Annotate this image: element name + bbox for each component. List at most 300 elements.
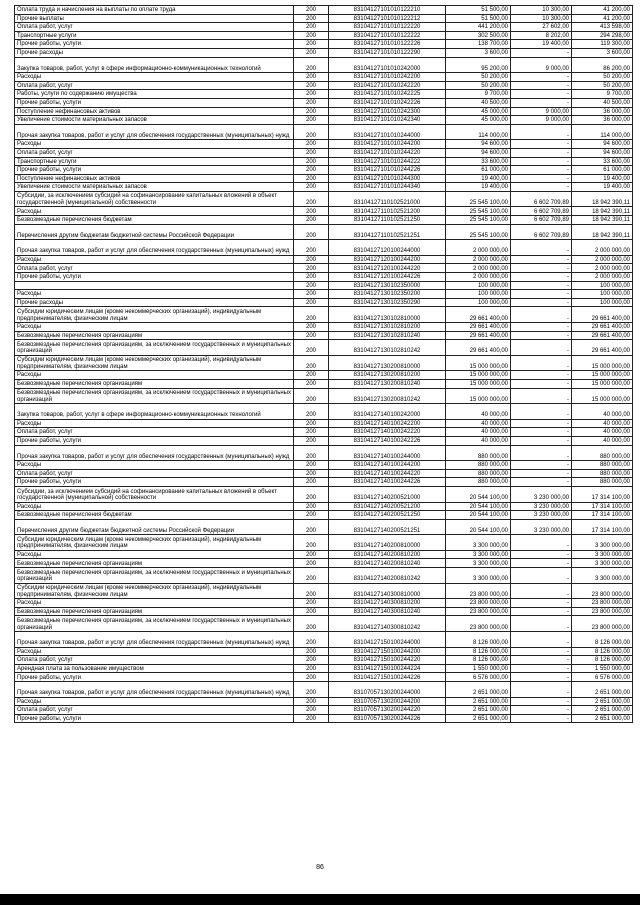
row-code-cell: 200 — [294, 124, 329, 140]
row-code-cell: 200 — [294, 519, 329, 535]
row-unexecuted-amount-cell: 15 000 000,00 — [572, 371, 633, 380]
row-approved-amount-cell: 3 300 000,00 — [446, 559, 511, 568]
row-name-cell: Увеличение стоимости материальных запасов — [15, 116, 294, 125]
table-row — [15, 340, 633, 356]
table-row — [15, 281, 633, 290]
row-executed-amount-cell: - — [511, 469, 572, 478]
row-unexecuted-amount-cell: 40 000,00 — [572, 404, 633, 420]
row-classification-code-cell: 83104127140100244000 — [329, 445, 446, 461]
row-executed-amount-cell: - — [511, 240, 572, 256]
row-approved-amount-cell: 9 700,00 — [446, 90, 511, 99]
row-name-cell: Безвозмездные перечисления организациям, за исключением государственных и муниципальных организаций — [15, 568, 294, 584]
row-name-cell: Транспортные услуги — [15, 157, 294, 166]
table-row — [15, 673, 633, 682]
row-unexecuted-amount-cell: 100 000,00 — [572, 281, 633, 290]
row-unexecuted-amount-cell: 19 400,00 — [572, 174, 633, 183]
row-classification-code-cell: 83104127101010122220 — [329, 23, 446, 32]
row-code-cell: 200 — [294, 148, 329, 157]
table-row — [15, 57, 633, 73]
row-code-cell: 200 — [294, 98, 329, 107]
row-executed-amount-cell: 9 000,00 — [511, 116, 572, 125]
row-classification-code-cell: 83104127140200810200 — [329, 550, 446, 559]
row-classification-code-cell: 83104127101010122212 — [329, 14, 446, 23]
table-row — [15, 40, 633, 49]
row-approved-amount-cell: 23 800 000,00 — [446, 607, 511, 616]
row-name-cell: Транспортные услуги — [15, 31, 294, 40]
row-executed-amount-cell: - — [511, 647, 572, 656]
row-unexecuted-amount-cell: 18 942 390,11 — [572, 207, 633, 216]
table-row — [15, 331, 633, 340]
table-row — [15, 714, 633, 723]
row-code-cell: 200 — [294, 697, 329, 706]
table-row — [15, 183, 633, 192]
row-code-cell: 200 — [294, 404, 329, 420]
row-name-cell: Оплата труда и начисления на выплаты по оплате труда — [15, 6, 294, 15]
table-row — [15, 6, 633, 15]
row-unexecuted-amount-cell: 40 000,00 — [572, 419, 633, 428]
row-unexecuted-amount-cell: 41 200,00 — [572, 6, 633, 15]
row-name-cell: Оплата работ, услуг — [15, 23, 294, 32]
row-classification-code-cell: 83104127150100244226 — [329, 673, 446, 682]
table-row — [15, 48, 633, 57]
row-executed-amount-cell: - — [511, 404, 572, 420]
table-row — [15, 502, 633, 511]
row-unexecuted-amount-cell: 3 300 000,00 — [572, 568, 633, 584]
row-unexecuted-amount-cell: 41 200,00 — [572, 14, 633, 23]
row-executed-amount-cell: 10 300,00 — [511, 6, 572, 15]
row-code-cell: 200 — [294, 388, 329, 404]
row-name-cell: Увеличение стоимости материальных запасов — [15, 183, 294, 192]
row-classification-code-cell: 83104127130102350000 — [329, 281, 446, 290]
row-classification-code-cell: 83104127110102521250 — [329, 216, 446, 225]
row-name-cell: Безвозмездные перечисления организациям, за исключением государственных и муниципальных организаций — [15, 616, 294, 632]
row-code-cell: 200 — [294, 436, 329, 445]
row-unexecuted-amount-cell: 294 298,00 — [572, 31, 633, 40]
row-executed-amount-cell: - — [511, 307, 572, 323]
row-classification-code-cell: 83104127101010242226 — [329, 98, 446, 107]
row-executed-amount-cell: - — [511, 379, 572, 388]
row-name-cell: Расходы — [15, 323, 294, 332]
row-unexecuted-amount-cell: 23 800 000,00 — [572, 599, 633, 608]
row-approved-amount-cell: 8 126 000,00 — [446, 632, 511, 648]
row-name-cell: Поступление нефинансовых активов — [15, 107, 294, 116]
table-row — [15, 428, 633, 437]
row-classification-code-cell: 83104127101010242200 — [329, 73, 446, 82]
row-classification-code-cell: 83104127140300810200 — [329, 599, 446, 608]
row-approved-amount-cell: 23 800 000,00 — [446, 599, 511, 608]
row-approved-amount-cell: 20 544 100,00 — [446, 511, 511, 520]
row-name-cell: Расходы — [15, 255, 294, 264]
row-name-cell: Расходы — [15, 73, 294, 82]
row-classification-code-cell: 83104127101010244000 — [329, 124, 446, 140]
row-approved-amount-cell: 1 550 000,00 — [446, 664, 511, 673]
row-unexecuted-amount-cell: 36 000,00 — [572, 107, 633, 116]
row-approved-amount-cell: 15 000 000,00 — [446, 371, 511, 380]
row-classification-code-cell: 83104127140100242000 — [329, 404, 446, 420]
table-row — [15, 90, 633, 99]
row-unexecuted-amount-cell: 100 000,00 — [572, 298, 633, 307]
row-classification-code-cell: 83104127130200810000 — [329, 355, 446, 371]
row-executed-amount-cell: - — [511, 682, 572, 698]
row-classification-code-cell: 83104127130200810200 — [329, 371, 446, 380]
row-approved-amount-cell: 29 661 400,00 — [446, 331, 511, 340]
row-unexecuted-amount-cell: 2 000 000,00 — [572, 255, 633, 264]
row-classification-code-cell: 83104127130102810240 — [329, 331, 446, 340]
row-executed-amount-cell: - — [511, 264, 572, 273]
row-name-cell: Субсидии, за исключением субсидий на софинансирование капитальных вложений в объект государственной (муниципальной) собственности — [15, 191, 294, 207]
budget-table-body — [15, 6, 633, 723]
row-executed-amount-cell: - — [511, 98, 572, 107]
table-row — [15, 216, 633, 225]
row-approved-amount-cell: 3 600,00 — [446, 48, 511, 57]
row-unexecuted-amount-cell: 2 651 000,00 — [572, 697, 633, 706]
row-executed-amount-cell: - — [511, 298, 572, 307]
row-unexecuted-amount-cell: 17 314 100,00 — [572, 502, 633, 511]
row-classification-code-cell: 83107057130200244226 — [329, 714, 446, 723]
row-executed-amount-cell: - — [511, 371, 572, 380]
row-code-cell: 200 — [294, 31, 329, 40]
row-code-cell: 200 — [294, 281, 329, 290]
row-executed-amount-cell: - — [511, 428, 572, 437]
row-classification-code-cell: 83104127101010122210 — [329, 6, 446, 15]
row-name-cell: Перечисления другим бюджетам бюджетной системы Российской Федерации — [15, 519, 294, 535]
row-classification-code-cell: 83104127140300810240 — [329, 607, 446, 616]
row-name-cell: Расходы — [15, 207, 294, 216]
row-unexecuted-amount-cell: 9 700,00 — [572, 90, 633, 99]
row-approved-amount-cell: 19 400,00 — [446, 183, 511, 192]
row-classification-code-cell: 83104127140200810000 — [329, 535, 446, 551]
row-classification-code-cell: 83104127130200810242 — [329, 388, 446, 404]
row-classification-code-cell: 83104127120100244226 — [329, 273, 446, 282]
row-code-cell: 200 — [294, 371, 329, 380]
row-unexecuted-amount-cell: 94 600,00 — [572, 140, 633, 149]
table-row — [15, 469, 633, 478]
table-row — [15, 264, 633, 273]
row-classification-code-cell: 83104127140200521000 — [329, 486, 446, 502]
row-approved-amount-cell: 6 576 000,00 — [446, 673, 511, 682]
row-code-cell: 200 — [294, 183, 329, 192]
table-row — [15, 656, 633, 665]
row-approved-amount-cell: 29 661 400,00 — [446, 340, 511, 356]
row-executed-amount-cell: 3 230 000,00 — [511, 511, 572, 520]
row-approved-amount-cell: 50 200,00 — [446, 81, 511, 90]
table-row — [15, 486, 633, 502]
row-executed-amount-cell: - — [511, 166, 572, 175]
table-row — [15, 307, 633, 323]
row-name-cell: Безвозмездные перечисления организациям, за исключением государственных и муниципальных организаций — [15, 388, 294, 404]
row-name-cell: Расходы — [15, 461, 294, 470]
row-approved-amount-cell: 8 126 000,00 — [446, 656, 511, 665]
row-approved-amount-cell: 20 544 100,00 — [446, 502, 511, 511]
row-unexecuted-amount-cell: 50 200,00 — [572, 81, 633, 90]
table-row — [15, 599, 633, 608]
row-executed-amount-cell: - — [511, 48, 572, 57]
row-classification-code-cell: 83104127120100244000 — [329, 240, 446, 256]
row-executed-amount-cell: - — [511, 331, 572, 340]
row-approved-amount-cell: 20 544 100,00 — [446, 519, 511, 535]
row-executed-amount-cell: - — [511, 461, 572, 470]
row-unexecuted-amount-cell: 23 800 000,00 — [572, 616, 633, 632]
table-row — [15, 116, 633, 125]
row-code-cell: 200 — [294, 511, 329, 520]
table-row — [15, 148, 633, 157]
row-executed-amount-cell: - — [511, 290, 572, 299]
row-code-cell: 200 — [294, 340, 329, 356]
table-row — [15, 298, 633, 307]
table-row — [15, 140, 633, 149]
row-approved-amount-cell: 3 300 000,00 — [446, 535, 511, 551]
row-code-cell: 200 — [294, 298, 329, 307]
row-code-cell: 200 — [294, 647, 329, 656]
row-executed-amount-cell: - — [511, 714, 572, 723]
row-classification-code-cell: 83104127140300810242 — [329, 616, 446, 632]
row-approved-amount-cell: 138 700,00 — [446, 40, 511, 49]
row-approved-amount-cell: 100 000,00 — [446, 281, 511, 290]
row-approved-amount-cell: 441 200,00 — [446, 23, 511, 32]
row-approved-amount-cell: 2 651 000,00 — [446, 682, 511, 698]
table-row — [15, 607, 633, 616]
row-executed-amount-cell: - — [511, 599, 572, 608]
table-row — [15, 559, 633, 568]
row-approved-amount-cell: 3 300 000,00 — [446, 568, 511, 584]
row-classification-code-cell: 83104127101010122222 — [329, 31, 446, 40]
row-name-cell: Расходы — [15, 502, 294, 511]
row-executed-amount-cell: 19 400,00 — [511, 40, 572, 49]
row-code-cell: 200 — [294, 379, 329, 388]
row-unexecuted-amount-cell: 8 126 000,00 — [572, 647, 633, 656]
row-code-cell: 200 — [294, 73, 329, 82]
row-unexecuted-amount-cell: 3 300 000,00 — [572, 550, 633, 559]
row-classification-code-cell: 83107057130200244220 — [329, 706, 446, 715]
row-approved-amount-cell: 100 000,00 — [446, 290, 511, 299]
row-name-cell: Закупка товаров, работ, услуг в сфере информационно-коммуникационных технологий — [15, 404, 294, 420]
row-approved-amount-cell: 880 000,00 — [446, 478, 511, 487]
row-code-cell: 200 — [294, 607, 329, 616]
table-row — [15, 191, 633, 207]
row-approved-amount-cell: 51 500,00 — [446, 14, 511, 23]
table-row — [15, 388, 633, 404]
row-executed-amount-cell: - — [511, 140, 572, 149]
table-row — [15, 371, 633, 380]
row-name-cell: Арендная плата за пользование имуществом — [15, 664, 294, 673]
row-name-cell: Оплата работ, услуг — [15, 264, 294, 273]
row-code-cell: 200 — [294, 535, 329, 551]
row-name-cell: Работы, услуги по содержанию имущества — [15, 90, 294, 99]
table-row — [15, 379, 633, 388]
row-unexecuted-amount-cell: 100 000,00 — [572, 290, 633, 299]
table-row — [15, 157, 633, 166]
row-executed-amount-cell: - — [511, 419, 572, 428]
row-code-cell: 200 — [294, 57, 329, 73]
row-unexecuted-amount-cell: 50 200,00 — [572, 73, 633, 82]
budget-execution-table — [14, 5, 633, 723]
row-unexecuted-amount-cell: 880 000,00 — [572, 478, 633, 487]
row-code-cell: 200 — [294, 486, 329, 502]
row-executed-amount-cell: - — [511, 124, 572, 140]
row-name-cell: Прочие работы, услуги — [15, 273, 294, 282]
row-classification-code-cell: 83104127140200521251 — [329, 519, 446, 535]
row-approved-amount-cell: 94 600,00 — [446, 140, 511, 149]
row-code-cell: 200 — [294, 273, 329, 282]
row-classification-code-cell: 83104127140100244200 — [329, 461, 446, 470]
table-row — [15, 107, 633, 116]
row-name-cell: Прочие работы, услуги — [15, 478, 294, 487]
table-row — [15, 255, 633, 264]
row-approved-amount-cell: 29 661 400,00 — [446, 323, 511, 332]
row-executed-amount-cell: - — [511, 616, 572, 632]
row-approved-amount-cell: 8 126 000,00 — [446, 647, 511, 656]
row-classification-code-cell: 83104127130200810240 — [329, 379, 446, 388]
row-executed-amount-cell: 3 230 000,00 — [511, 519, 572, 535]
row-code-cell: 200 — [294, 307, 329, 323]
row-approved-amount-cell: 45 000,00 — [446, 107, 511, 116]
table-row — [15, 290, 633, 299]
table-row — [15, 404, 633, 420]
row-name-cell: Безвозмездные перечисления организациям — [15, 607, 294, 616]
row-name-cell: Безвозмездные перечисления бюджетам — [15, 511, 294, 520]
table-row — [15, 478, 633, 487]
row-executed-amount-cell: 6 602 709,89 — [511, 224, 572, 240]
row-classification-code-cell: 83104127120100244220 — [329, 264, 446, 273]
row-unexecuted-amount-cell: 94 600,00 — [572, 148, 633, 157]
row-approved-amount-cell: 19 400,00 — [446, 174, 511, 183]
row-classification-code-cell: 83104127150100244000 — [329, 632, 446, 648]
row-approved-amount-cell: 51 500,00 — [446, 6, 511, 15]
row-approved-amount-cell: 25 545 100,00 — [446, 224, 511, 240]
row-approved-amount-cell: 2 651 000,00 — [446, 706, 511, 715]
row-name-cell: Оплата работ, услуг — [15, 428, 294, 437]
row-name-cell: Прочие расходы — [15, 48, 294, 57]
row-classification-code-cell: 83104127101010244222 — [329, 157, 446, 166]
table-row — [15, 355, 633, 371]
row-classification-code-cell: 83104127140100242200 — [329, 419, 446, 428]
row-classification-code-cell: 83107057130200244200 — [329, 697, 446, 706]
row-unexecuted-amount-cell: 17 314 100,00 — [572, 486, 633, 502]
row-executed-amount-cell: - — [511, 607, 572, 616]
row-unexecuted-amount-cell: 18 942 390,11 — [572, 216, 633, 225]
row-executed-amount-cell: - — [511, 81, 572, 90]
row-unexecuted-amount-cell: 86 200,00 — [572, 57, 633, 73]
row-classification-code-cell: 83104127140300810000 — [329, 583, 446, 599]
row-code-cell: 200 — [294, 682, 329, 698]
table-row — [15, 419, 633, 428]
row-name-cell: Субсидии юридическим лицам (кроме некоммерческих организаций), индивидуальным предпринимателям, физическим лицам — [15, 583, 294, 599]
row-executed-amount-cell: - — [511, 535, 572, 551]
row-name-cell: Оплата работ, услуг — [15, 706, 294, 715]
row-name-cell: Субсидии, за исключением субсидий на софинансирование капитальных вложений в объект государственной (муниципальной) собственности — [15, 486, 294, 502]
row-name-cell: Безвозмездные перечисления организациям, за исключением государственных и муниципальных организаций — [15, 340, 294, 356]
row-code-cell: 200 — [294, 469, 329, 478]
row-unexecuted-amount-cell: 880 000,00 — [572, 469, 633, 478]
row-unexecuted-amount-cell: 29 661 400,00 — [572, 307, 633, 323]
row-unexecuted-amount-cell: 15 000 000,00 — [572, 388, 633, 404]
table-row — [15, 535, 633, 551]
row-name-cell: Оплата работ, услуг — [15, 656, 294, 665]
row-classification-code-cell: 83104127140100242220 — [329, 428, 446, 437]
row-code-cell: 200 — [294, 107, 329, 116]
row-classification-code-cell: 83104127140200521250 — [329, 511, 446, 520]
row-unexecuted-amount-cell: 36 000,00 — [572, 116, 633, 125]
table-row — [15, 166, 633, 175]
row-executed-amount-cell: - — [511, 632, 572, 648]
row-code-cell: 200 — [294, 40, 329, 49]
row-executed-amount-cell: - — [511, 183, 572, 192]
row-executed-amount-cell: - — [511, 706, 572, 715]
row-executed-amount-cell: - — [511, 355, 572, 371]
row-code-cell: 200 — [294, 323, 329, 332]
row-code-cell: 200 — [294, 714, 329, 723]
row-approved-amount-cell: 880 000,00 — [446, 469, 511, 478]
row-classification-code-cell: 83104127110102521000 — [329, 191, 446, 207]
row-unexecuted-amount-cell: 15 000 000,00 — [572, 355, 633, 371]
row-code-cell: 200 — [294, 550, 329, 559]
row-code-cell: 200 — [294, 428, 329, 437]
table-row — [15, 81, 633, 90]
row-classification-code-cell: 83107057130200244000 — [329, 682, 446, 698]
row-approved-amount-cell: 40 000,00 — [446, 419, 511, 428]
row-name-cell: Прочая закупка товаров, работ и услуг для обеспечения государственных (муниципальных) нужд — [15, 445, 294, 461]
row-code-cell: 200 — [294, 6, 329, 15]
row-unexecuted-amount-cell: 33 600,00 — [572, 157, 633, 166]
row-code-cell: 200 — [294, 478, 329, 487]
row-classification-code-cell: 83104127101010242000 — [329, 57, 446, 73]
row-name-cell: Расходы — [15, 419, 294, 428]
row-unexecuted-amount-cell: 18 942 390,11 — [572, 191, 633, 207]
row-code-cell: 200 — [294, 48, 329, 57]
row-code-cell: 200 — [294, 207, 329, 216]
budget-table-sheet — [14, 5, 630, 723]
row-code-cell: 200 — [294, 331, 329, 340]
row-classification-code-cell: 83104127130102810242 — [329, 340, 446, 356]
row-unexecuted-amount-cell: 413 598,00 — [572, 23, 633, 32]
row-executed-amount-cell: - — [511, 559, 572, 568]
row-name-cell: Расходы — [15, 140, 294, 149]
row-executed-amount-cell: - — [511, 388, 572, 404]
row-code-cell: 200 — [294, 673, 329, 682]
row-code-cell: 200 — [294, 461, 329, 470]
row-approved-amount-cell: 15 000 000,00 — [446, 355, 511, 371]
row-name-cell: Оплата работ, услуг — [15, 469, 294, 478]
row-code-cell: 200 — [294, 419, 329, 428]
row-approved-amount-cell: 29 661 400,00 — [446, 307, 511, 323]
row-name-cell: Субсидии юридическим лицам (кроме некоммерческих организаций), индивидуальным предпринимателям, физическим лицам — [15, 355, 294, 371]
row-approved-amount-cell: 15 000 000,00 — [446, 379, 511, 388]
row-executed-amount-cell: - — [511, 73, 572, 82]
row-unexecuted-amount-cell: 29 661 400,00 — [572, 323, 633, 332]
row-code-cell: 200 — [294, 166, 329, 175]
row-classification-code-cell: 83104127140100242226 — [329, 436, 446, 445]
row-approved-amount-cell: 94 600,00 — [446, 148, 511, 157]
row-name-cell: Расходы — [15, 697, 294, 706]
row-executed-amount-cell: - — [511, 664, 572, 673]
row-unexecuted-amount-cell: 2 000 000,00 — [572, 273, 633, 282]
row-classification-code-cell: 83104127150100244220 — [329, 656, 446, 665]
row-code-cell: 200 — [294, 255, 329, 264]
row-classification-code-cell: 83104127130102350290 — [329, 298, 446, 307]
row-executed-amount-cell: - — [511, 478, 572, 487]
row-executed-amount-cell: - — [511, 697, 572, 706]
row-code-cell: 200 — [294, 355, 329, 371]
row-code-cell: 200 — [294, 706, 329, 715]
row-executed-amount-cell: - — [511, 340, 572, 356]
table-row — [15, 519, 633, 535]
row-approved-amount-cell: 33 600,00 — [446, 157, 511, 166]
row-name-cell: Расходы — [15, 550, 294, 559]
row-classification-code-cell: 83104127101010242225 — [329, 90, 446, 99]
row-classification-code-cell: 83104127101010242300 — [329, 107, 446, 116]
row-executed-amount-cell: 6 602 709,89 — [511, 207, 572, 216]
row-code-cell: 200 — [294, 559, 329, 568]
